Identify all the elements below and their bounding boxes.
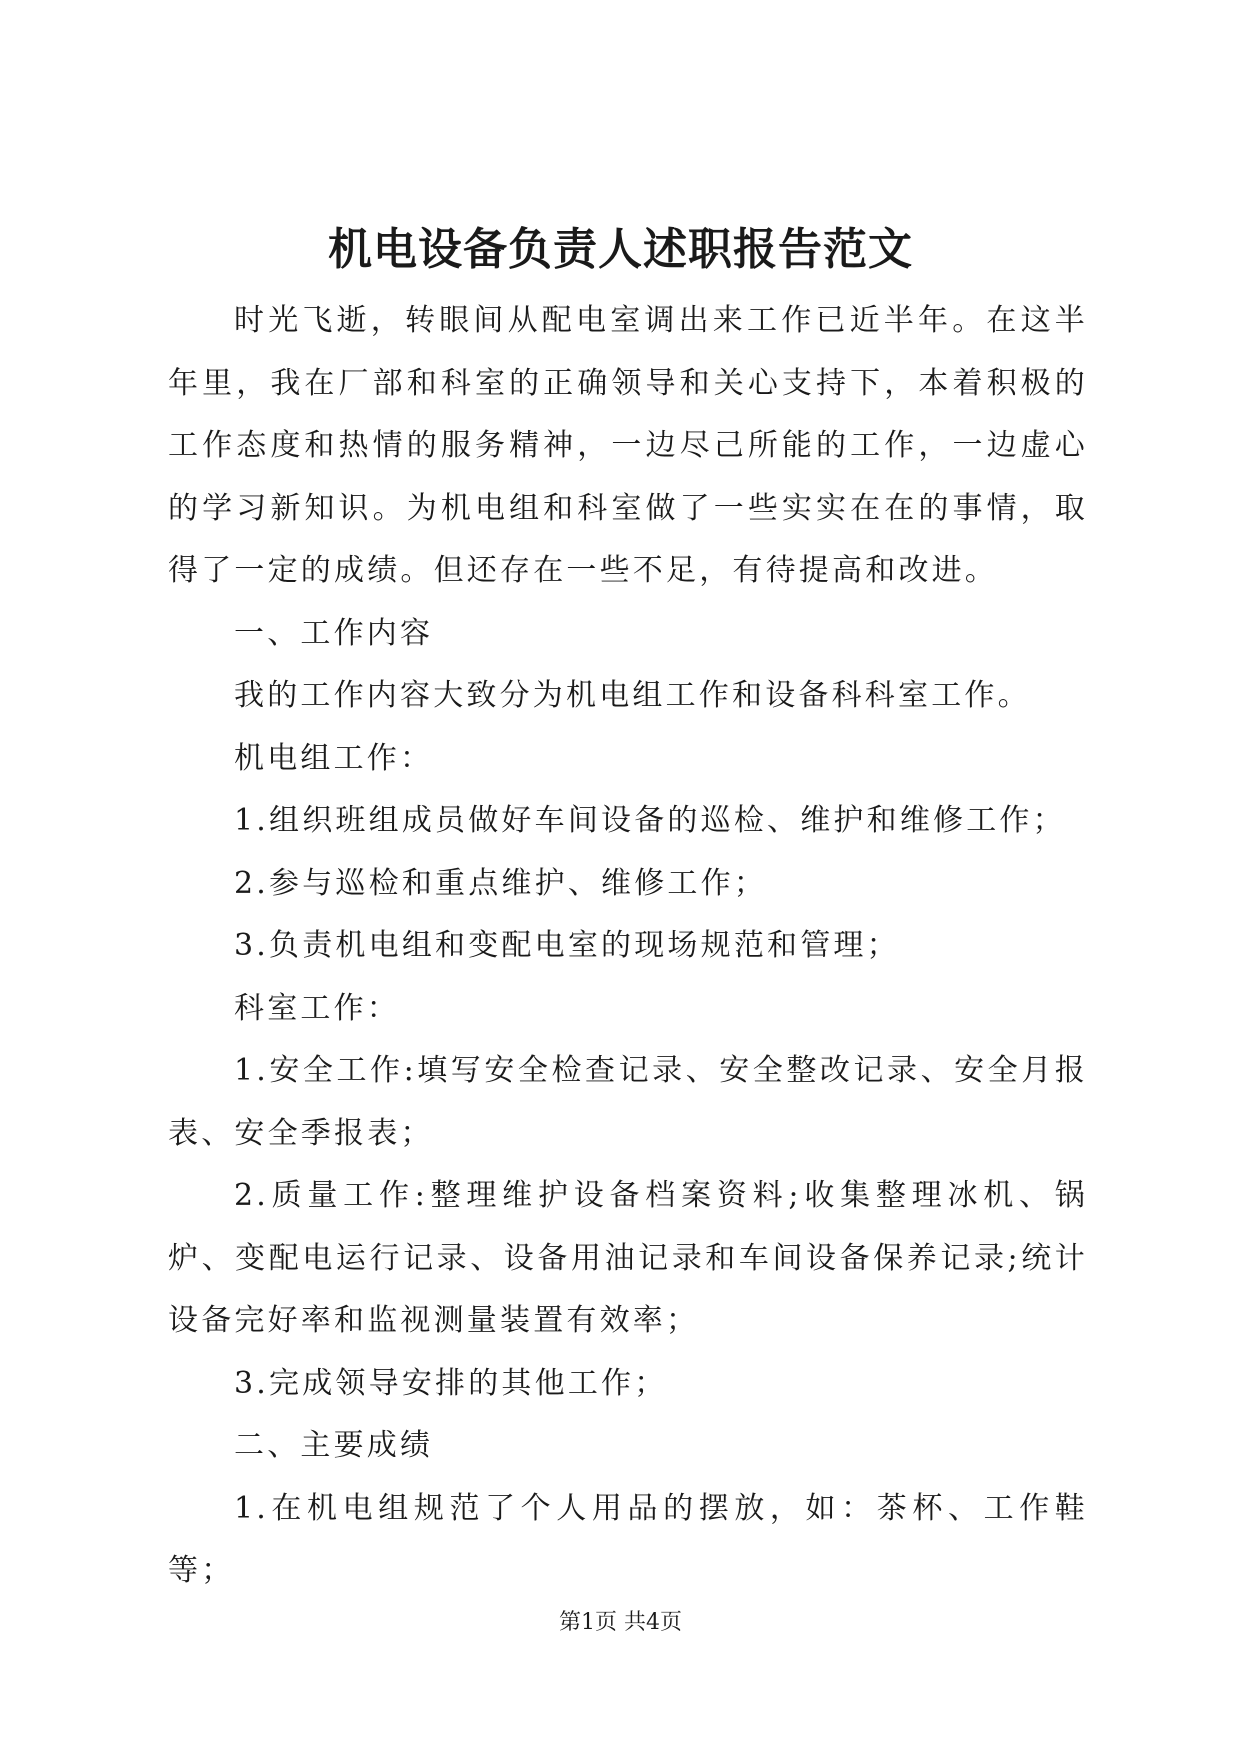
list-item: 1.安全工作:填写安全检查记录、安全整改记录、安全月报表、安全季报表； (168, 1053, 1088, 1151)
section-heading-achievements: 二、主要成绩 (234, 1428, 434, 1463)
list-item: 2.质量工作:整理维护设备档案资料;收集整理冰机、锅炉、变配电运行记录、设备用油记录和车间设备保养记录;统计设备完好率和监视测量装置有效率； (168, 1178, 1088, 1338)
page-number-footer: 第1页 共4页 (559, 1610, 682, 1635)
list-item: 2.参与巡检和重点维护、维修工作； (234, 865, 768, 901)
list-item: 1.组织班组成员做好车间设备的巡检、维护和维修工作； (234, 803, 1066, 838)
document-title: 机电设备负责人述职报告范文 (328, 224, 913, 275)
list-item: 3.完成领导安排的其他工作； (234, 1365, 668, 1401)
subheading-office-work: 科室工作： (234, 990, 400, 1026)
section-heading-work-content: 一、工作内容 (234, 615, 434, 651)
paragraph-intro: 时光飞逝，转眼间从配电室调出来工作已近半年。在这半年里，我在厂部和科室的正确领导和关心支持下，本着积极的工作态度和热情的服务精神，一边尽己所能的工作，一边虚心的学习新知识。为机电组和科室做了一些实实在在的事情，取得了一定的成绩。但还存在一些不足，有待提高和改进。 (168, 303, 1088, 588)
document-body (168, 290, 1088, 1603)
list-item: 3.负责机电组和变配电室的现场规范和管理； (234, 928, 900, 963)
paragraph-work-overview: 我的工作内容大致分为机电组工作和设备科科室工作。 (234, 678, 1031, 713)
list-item: 1.在机电组规范了个人用品的摆放，如：茶杯、工作鞋等； (168, 1490, 1088, 1588)
subheading-electromechanical-work: 机电组工作： (234, 740, 434, 776)
